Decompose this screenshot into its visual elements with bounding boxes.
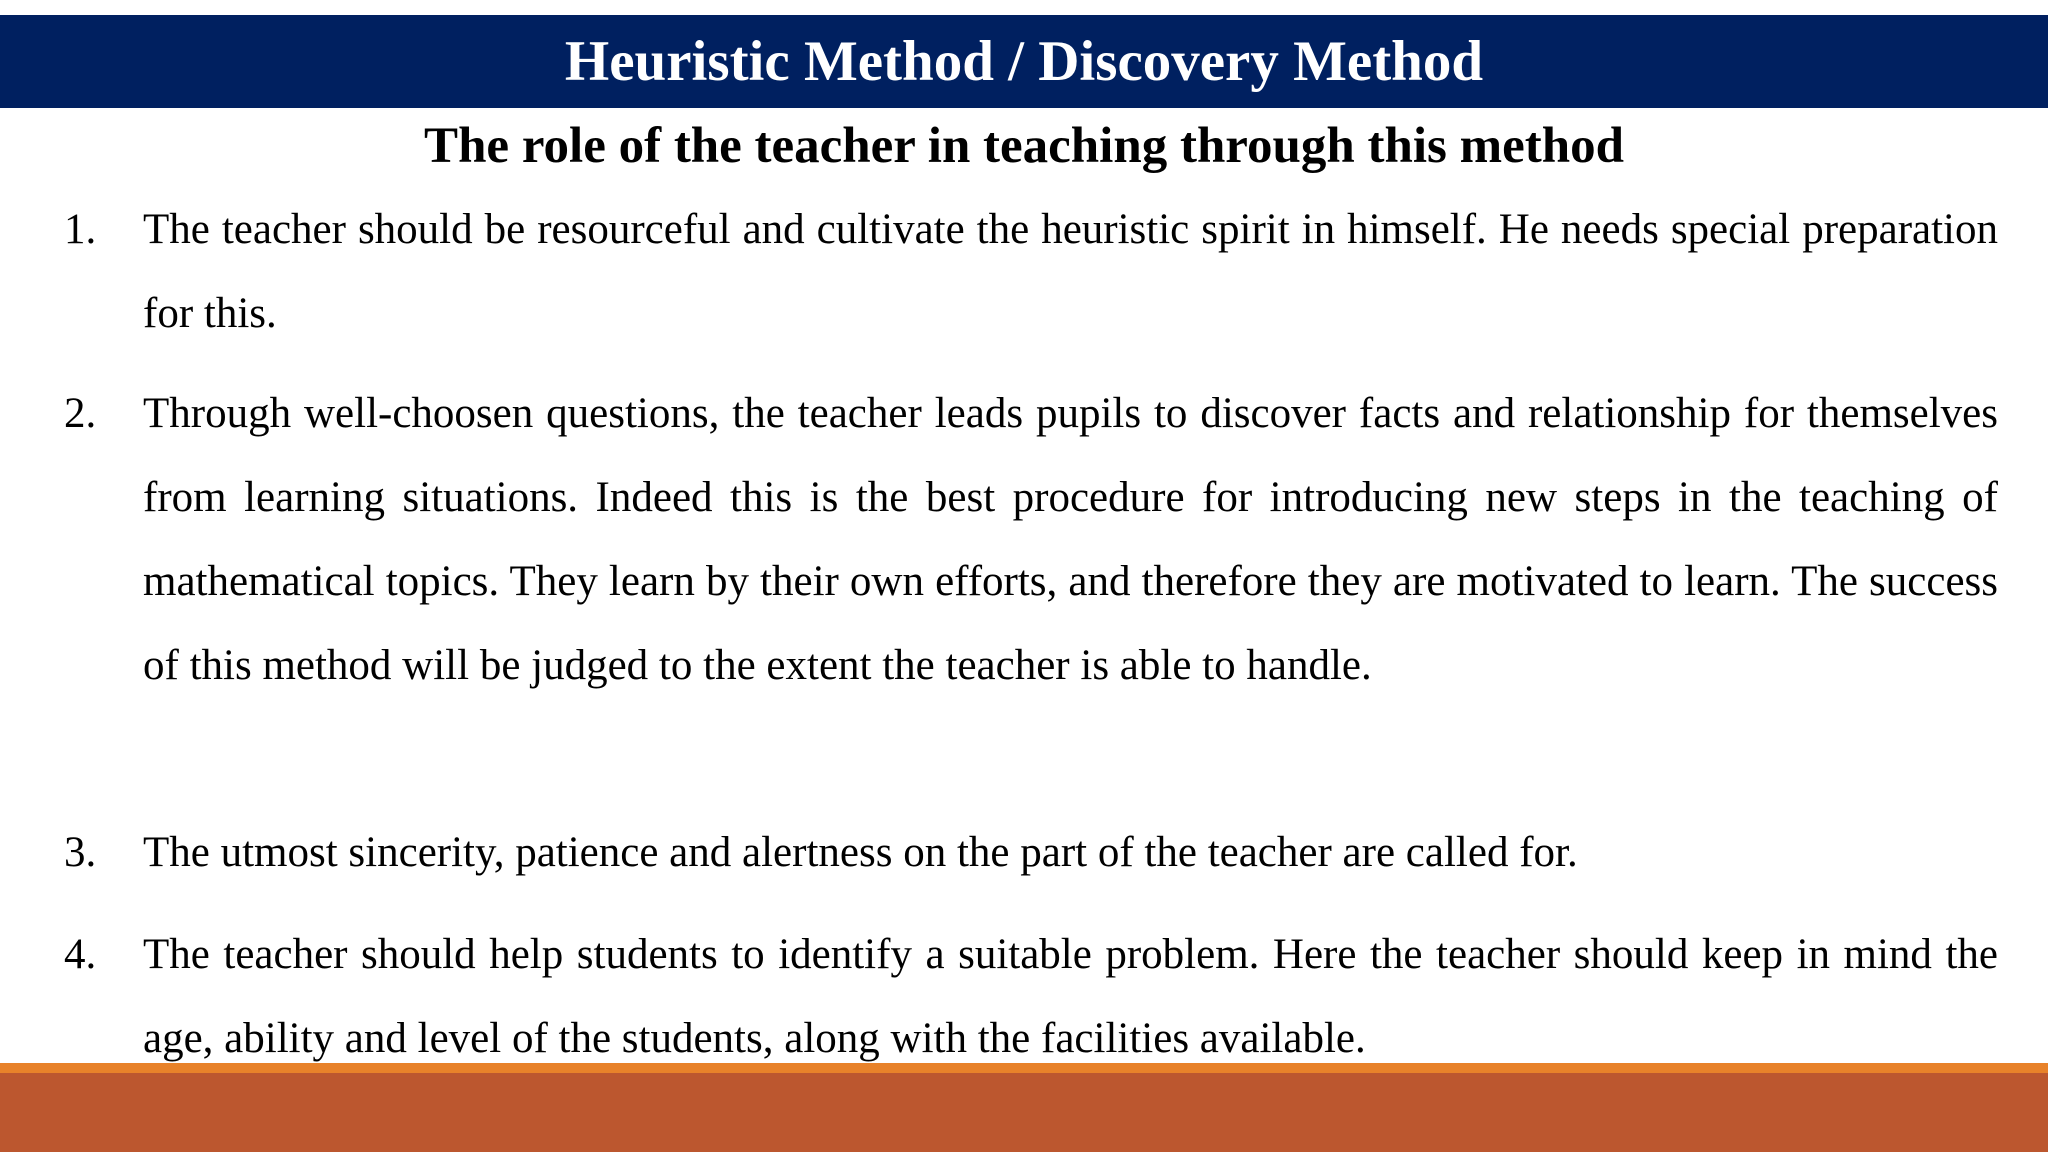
item-number: 4. bbox=[64, 931, 97, 978]
slide-title: Heuristic Method / Discovery Method bbox=[564, 30, 1484, 93]
item-text: The teacher should be resourceful and cultivate the heuristic spirit in himself. He needs special preparation for this. bbox=[143, 206, 1998, 337]
item-text: The utmost sincerity, patience and alertness on the part of the teacher are called for. bbox=[143, 829, 1578, 876]
item-number: 3. bbox=[64, 829, 97, 876]
footer-band bbox=[0, 1073, 2048, 1152]
title-bar bbox=[0, 15, 2048, 108]
slide-subtitle: The role of the teacher in teaching through this method bbox=[424, 118, 1624, 174]
item-text: Through well-choosen questions, the teacher leads pupils to discover facts and relationship for themselves from learning situations. Indeed this is the best procedure for introducing new steps in the teaching of mathematical topics. They learn by their own efforts, and therefore they are motivated to learn. The success of this method will be judged to the extent the teacher is able to handle. bbox=[143, 390, 1998, 689]
item-number: 2. bbox=[64, 390, 97, 437]
item-text: The teacher should help students to identify a suitable problem. Here the teacher should keep in mind the age, ability and level of the students, along with the facilities available. bbox=[143, 931, 1998, 1062]
item-number: 1. bbox=[64, 206, 97, 253]
footer-accent-line bbox=[0, 1063, 2048, 1073]
